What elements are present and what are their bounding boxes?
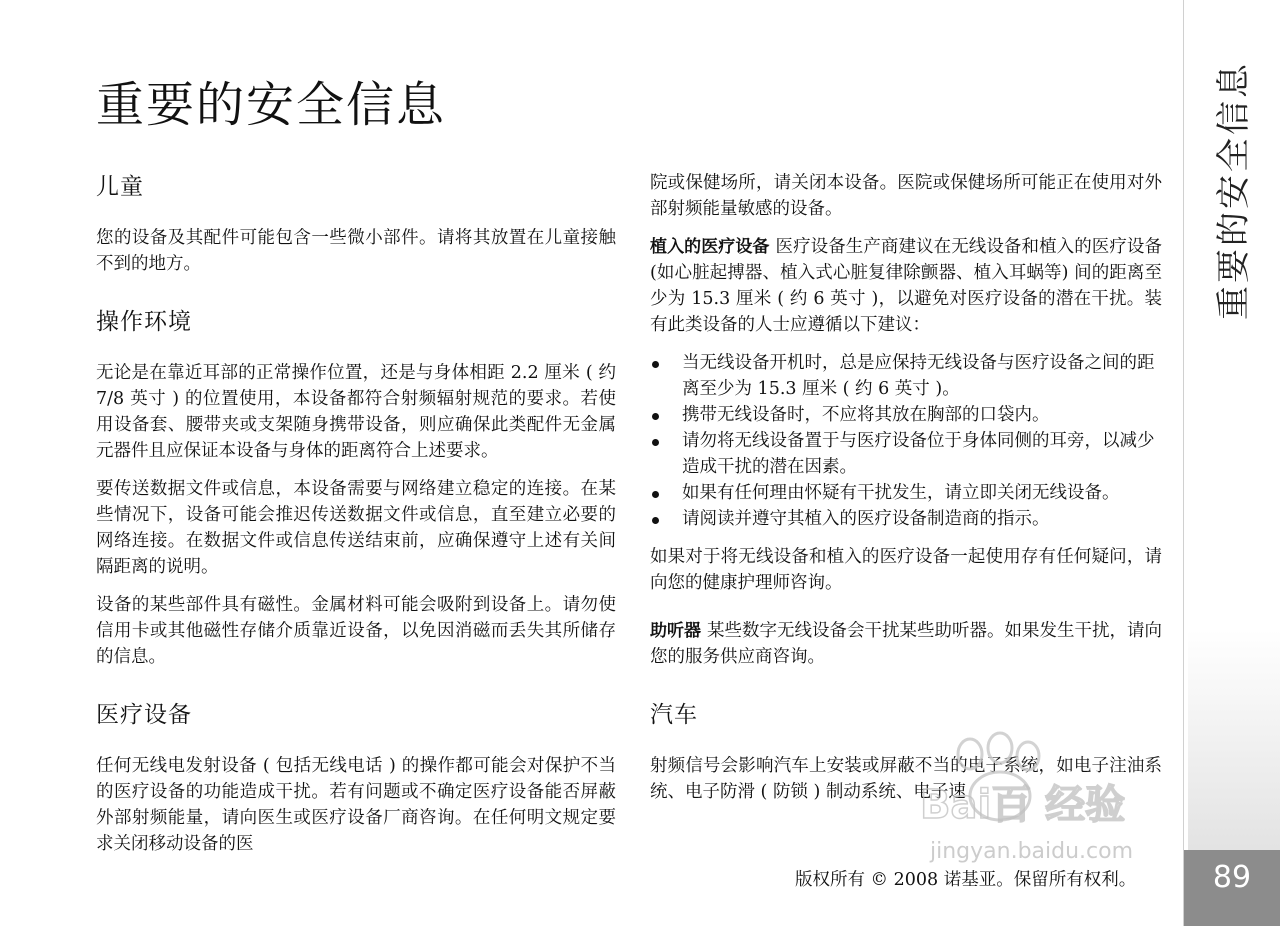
list-item-text: 如果有任何理由怀疑有干扰发生，请立即关闭无线设备。 [682, 483, 1120, 503]
bullet-icon [652, 439, 659, 446]
paragraph: 您的设备及其配件可能包含一些微小部件。请将其放置在儿童接触不到的地方。 [96, 228, 616, 274]
section-heading-children: 儿童 [96, 174, 144, 200]
page-title: 重要的安全信息 [96, 77, 447, 133]
hearing-paragraph [650, 618, 1162, 670]
page-number: 89 [1212, 860, 1252, 895]
paragraph: 要传送数据文件或信息，本设备需要与网络建立稳定的连接。在某些情况下，设备可能会推迟传送数据文件或信息，直至建立必要的网络连接。在数据文件或信息传送结束前，应确保遵守上述有关间隔距离的说明。 [96, 479, 616, 577]
list-item [682, 506, 1162, 532]
watermark-brand: Bai百 经验 [920, 782, 1126, 828]
section-medical [96, 696, 616, 857]
left-column [96, 168, 616, 883]
bullet-icon [652, 413, 659, 420]
bullet-icon [652, 491, 659, 498]
list-item [682, 428, 1162, 480]
bullet-list [650, 350, 1162, 532]
paragraph: 射频信号会影响汽车上安装或屏蔽不当的电子系统，如电子注油系统、电子防滑 ( 防锁 ) 制动系统、电子速 [650, 756, 1162, 802]
lead-implant: 植入的医疗设备 [650, 237, 770, 257]
list-item [682, 402, 1162, 428]
list-item-text: 携带无线设备时，不应将其放在胸部的口袋内。 [682, 405, 1050, 425]
lead-hearing: 助听器 [650, 621, 701, 641]
side-title-text: 重要的安全信息 [1213, 60, 1254, 320]
implant-paragraph [650, 234, 1162, 338]
copyright: 版权所有 © 2008 诺基亚。保留所有权利。 [795, 870, 1137, 890]
list-item-text: 请勿将无线设备置于与医疗设备位于身体同侧的耳旁，以减少造成干扰的潜在因素。 [682, 431, 1155, 477]
right-column [650, 170, 1162, 817]
bullet-icon [652, 517, 659, 524]
section-heading-car: 汽车 [650, 702, 698, 728]
list-item [682, 480, 1162, 506]
paragraph: 如果对于将无线设备和植入的医疗设备一起使用存有任何疑问，请向您的健康护理师咨询。 [650, 547, 1162, 593]
section-children [96, 168, 616, 277]
bullet-icon [652, 361, 659, 368]
sidebar-divider [1183, 0, 1184, 926]
paragraph: 任何无线电发射设备 ( 包括无线电话 ) 的操作都可能会对保护不当的医疗设备的功能造成干扰。若有问题或不确定医疗设备能否屏蔽外部射频能量，请向医生或医疗设备厂商咨询。在任何明文规定要求关闭移动设备的医 [96, 756, 616, 854]
section-heading-environment: 操作环境 [96, 309, 192, 335]
section-environment [96, 303, 616, 670]
implant-text: 医疗设备生产商建议在无线设备和植入的医疗设备 (如心脏起搏器、植入式心脏复律除颤器、植入耳蜗等) 间的距离至少为 15.3 厘米 ( 约 6 英寸 )，以避免对医疗设备的潜在干扰。装有此类设备的人士应遵循以下建议： [650, 237, 1162, 335]
watermark-url: jingyan.baidu.com [930, 839, 1134, 864]
side-title [1210, 60, 1254, 320]
paragraph: 设备的某些部件具有磁性。金属材料可能会吸附到设备上。请勿使信用卡或其他磁性存储介质靠近设备，以免因消磁而丢失其所储存的信息。 [96, 595, 616, 667]
paragraph: 无论是在靠近耳部的正常操作位置，还是与身体相距 2.2 厘米 ( 约 7/8 英寸 ) 的位置使用，本设备都符合射频辐射规范的要求。若使用设备套、腰带夹或支架随身携带设备，则应确保此类配件无金属元器件且应保证本设备与身体的距离符合上述要求。 [96, 363, 616, 461]
hearing-text: 某些数字无线设备会干扰某些助听器。如果发生干扰，请向您的服务供应商咨询。 [650, 621, 1162, 667]
list-item [682, 350, 1162, 402]
list-item-text: 当无线设备开机时，总是应保持无线设备与医疗设备之间的距离至少为 15.3 厘米 ( 约 6 英寸 )。 [682, 353, 1155, 399]
section-heading-medical: 医疗设备 [96, 702, 192, 728]
list-item-text: 请阅读并遵守其植入的医疗设备制造商的指示。 [682, 509, 1050, 529]
paragraph: 院或保健场所，请关闭本设备。医院或保健场所可能正在使用对外部射频能量敏感的设备。 [650, 173, 1162, 219]
